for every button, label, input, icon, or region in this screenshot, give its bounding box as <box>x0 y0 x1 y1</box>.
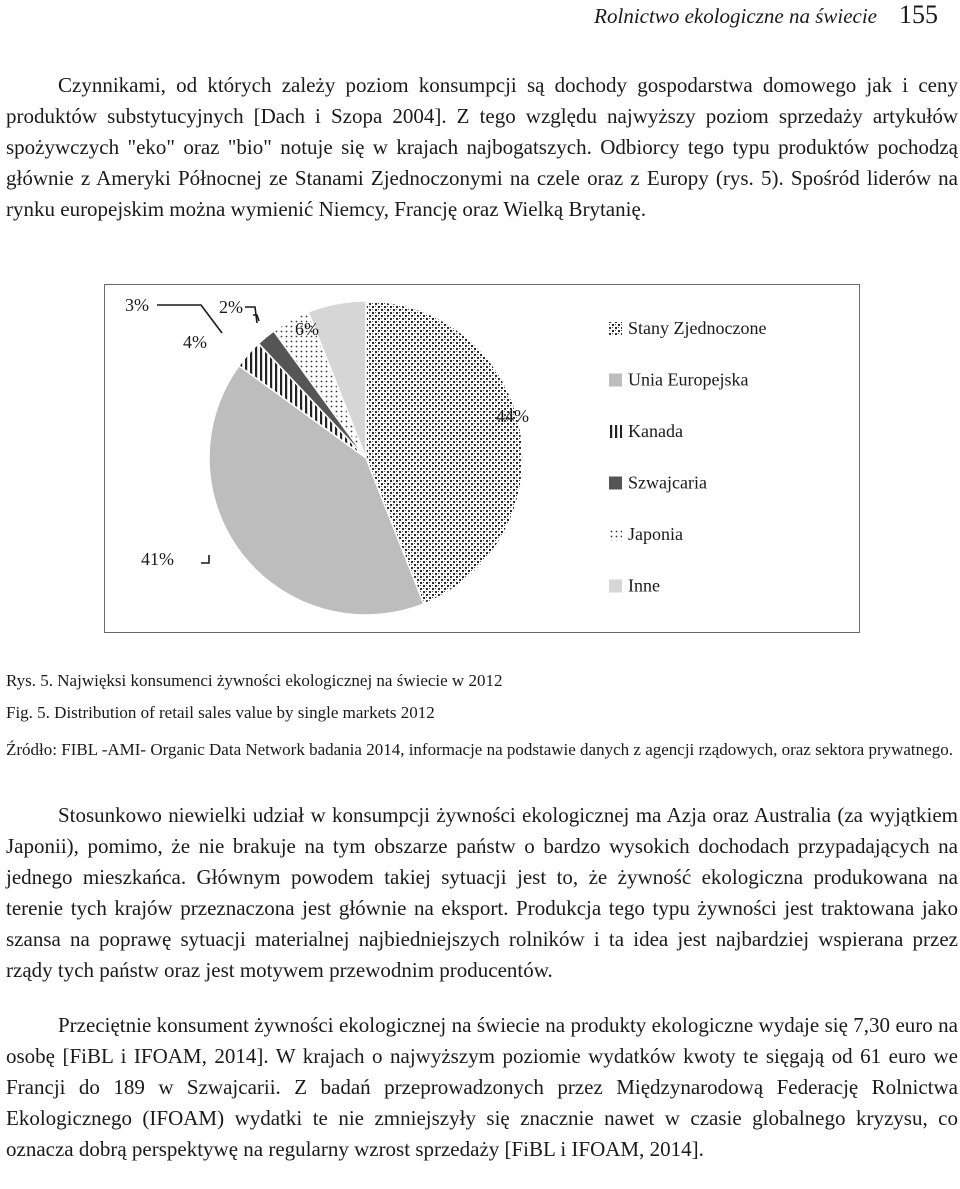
paragraph-asia-australia: Stosunkowo niewielki udział w konsumpcji żywności ekologicznej ma Azja oraz Australia (za wyjątkiem Japonii), pomimo, że nie brakuje na tym obszarze państw o bardzo wysokich dochodach przypadających na jednego mieszkańca. Głównym powodem takiej sytuacji jest to, że żywność ekologiczna produkowana na terenie tych krajów przeznaczona jest głównie na eksport. Produkcja tego typu żywności jest traktowana jako szansa na poprawę sytuacji materialnej najbiedniejszych rolników i ta idea jest najbardziej wspierana przez rządy tych państw oraz jest motywem przewodnim producentów. <box>6 803 958 982</box>
legend-label-japonia: Japonia <box>628 524 683 544</box>
leader-kanada <box>157 305 222 333</box>
legend-swatch-japonia <box>609 528 622 541</box>
legend-swatch-stany-zjednoczone <box>609 322 622 335</box>
data-label-kanada: 3% <box>125 295 149 315</box>
figure-caption-pl: Rys. 5. Najwięksi konsumenci żywności ekologicznej na świecie w 2012 <box>6 671 503 690</box>
page-number: 155 <box>899 0 938 29</box>
data-label-inne: 6% <box>295 319 319 339</box>
data-label-stany-zjednoczone: 44% <box>496 406 529 426</box>
running-title: Rolnictwo ekologiczne na świecie <box>594 4 877 28</box>
legend-swatch-szwajcaria <box>609 477 622 490</box>
legend-label-kanada: Kanada <box>628 421 683 441</box>
figure-source-note: Źródło: FIBL -AMI- Organic Data Network badania 2014, informacje na podstawie danych z agencji rządowych, oraz sektora prywatnego. <box>6 740 953 759</box>
legend-swatch-kanada <box>609 425 622 438</box>
pie-chart <box>105 285 859 632</box>
legend-swatch-unia-europejska <box>609 374 622 387</box>
paragraph-spending: Przeciętnie konsument żywności ekologicznej na świecie na produkty ekologiczne wydaje się 7,30 euro na osobę [FiBL i IFOAM, 2014]. W krajach o najwyższym poziomie wydatków kwoty te sięgają od 61 euro we Francji do 189 w Szwajcarii. Z badań przeprowadzonych przez Międzynarodową Federację Rolnictwa Ekologicznego (IFOAM) wydatki te nie zmniejszyły się znacznie nawet w czasie globalnego kryzysu, co oznacza dobrą perspektywę na regularny wzrost sprzedaży [FiBL i IFOAM, 2014]. <box>6 1013 958 1161</box>
running-header <box>594 0 938 30</box>
data-label-szwajcaria: 2% <box>219 297 243 317</box>
data-label-unia-europejska: 41% <box>141 549 174 569</box>
data-label-japonia: 4% <box>183 332 207 352</box>
pie-chart-figure <box>104 284 860 633</box>
legend-label-unia-europejska: Unia Europejska <box>628 369 749 390</box>
legend-swatch-inne <box>609 580 622 593</box>
figure-caption-en: Fig. 5. Distribution of retail sales value by single markets 2012 <box>6 703 435 722</box>
legend-label-szwajcaria: Szwajcaria <box>628 472 707 493</box>
paragraph-intro: Czynnikami, od których zależy poziom konsumpcji są dochody gospodarstwa domowego jak i ceny produktów substytucyjnych [Dach i Szopa 2004]. Z tego względu najwyższy poziom sprzedaży artykułów spożywczych "eko" oraz "bio" notuje się w krajach najbogatszych. Odbiorcy tego typu produktów pochodzą głównie z Ameryki Północnej ze Stanami Zjednoczonymi na czele oraz z Europy (rys. 5). Spośród liderów na rynku europejskim można wymienić Niemcy, Francję oraz Wielką Brytanię. <box>6 73 958 221</box>
legend-label-inne: Inne <box>628 575 660 596</box>
legend-label-stany-zjednoczone: Stany Zjednoczone <box>628 318 767 338</box>
leader-unia-europejska <box>201 555 209 563</box>
